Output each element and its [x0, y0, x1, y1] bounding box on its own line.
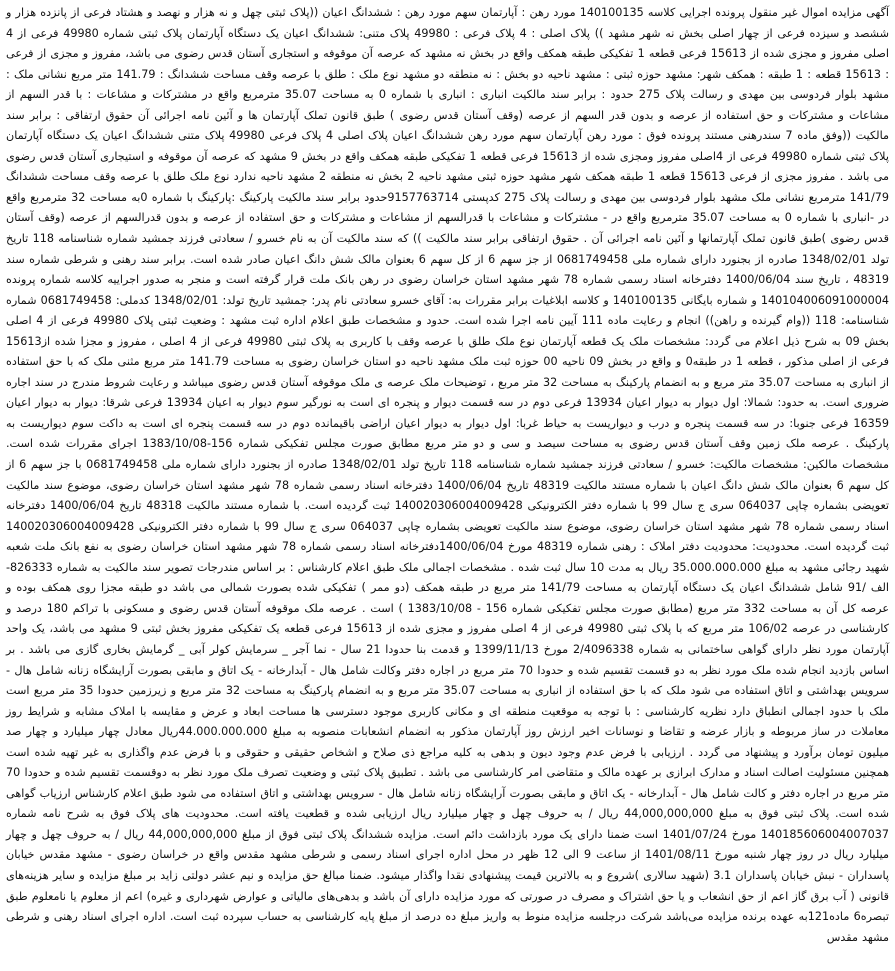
auction-notice-text: آگهی مزایده اموال غیر منقول پرونده اجرایی کلاسه 140100135 مورد رهن : آپارتمان سهم مورد رهن : ششدانگ اعیان ((پلاک ثبتی چهل و نه هزار و نهصد و هشتاد فرعی از پانزده هزار و ششصد و سیزده فرعی از چهار اصلی بخش نه شهر مشهد )) پلاک اصلی : 4 پلاک فرعی : 49980 پلاک متنی: ششدانگ اعیان یک دستگاه آپارتمان پلاک ثبتی شماره 49980 فرعی از 4 اصلی مفروز و مجزی شده از 15613 فرعی قطعه 1 تفکیکی طبقه همکف واقع در بخش نه مشهد که عرصه آن موقوفه و استجاری آستان قدس رضوی می باشد، مفروز و مجزی از فرعی : 15613 قطعه : 1 طبقه : همکف شهر: مشهد حوزه ثبتی : مشهد ناحیه دو بخش : نه منطقه دو مشهد نوع ملک : طلق با عرصه وقف مساحت ششدانگ : 141.79 متر مربع نشانی ملک : مشهد بلوار فردوسی بین مهدی و رسالت پلاک 275 حدود : برابر سند مالکیت انباری : انباری با شماره 0 به مساحت 35.07 مترمربع واقع در مشترکات و مشاعات : با قدر السهم از مشاعات و مشترکات و حق استفاده از عرصه و بدون قدر السهم از عرصه (وقف آستان قدس رضوی ) طبق قانون تملک آپارتمان ها و آئین نامه اجرائی آن حقوق ارتفاقی : برابر سند مالکیت ((وفق ماده 7 سندرهنی مستند پرونده فوق : مورد رهن آپارتمان سهم مورد رهن ششدانگ اعیان پلاک اصلی 4 پلاک فرعی 49980 پلاک متنی ششدانگ اعیان یک دستگاه آپارتمان پلاک ثبتی شماره 49980 فرعی از 4اصلی مفروز ومجزی شده از 15613 فرعی قطعه 1 تفکیکی طبقه همکف واقع در بخش 9 مشهد که عرصه آن موقوفه و استیجاری آستان قدس رضوی می باشد . مفروز مجزی از فرعی 15613 قطعه 1 طبقه همکف شهر مشهد حوزه ثبتی مشهد ناحیه 2 بخش نه منطقه 2 مشهد ناحیه ندارد نوع ملک طلق با عرصه وقف مساحت ششدانگ 141/79 مترمربع نشانی ملک مشهد بلوار فردوسی بین مهدی و رسالت پلاک 275 کدپستی 9157763714حدود برابر سند مالکیت پارکینگ :پارکینگ با شماره 0به مساحت 32 مترمربع واقع در -انباری با شماره 0 به مساحت 35.07 مترمربع واقع در - مشترکات و مشاعات با قدرالسهم از مشاعات و مشترکات و حق استفاده از عرصه و بدون قدرالسهم از عرصه (وقف آستان قدس رضوی )طبق قانون تملک آپارتمانها و آئین نامه اجرائی آن . حقوق ارتفاقی برابر سند مالکیت )) که سند مالکیت آن به نام خسرو / سعادتی فرزند جمشید شماره شناسنامه 118 تاریخ تولد 1348/02/01 صادره از بجنورد دارای شماره ملی 0681749458 از جز سهم 6 از کل سهم 6 بعنوان مالک شش دانگ اعیان صادر شده است. برابر سند رهنی و شرطی شماره سند 48319 ، تاریخ سند 1400/06/04 دفترخانه اسناد رسمی شماره 78 شهر مشهد استان خراسان رضوی در رهن بانک ملت قرار گرفته است و منجر به صدور اجراییه کلاسه شماره پرونده 140104006091000004 و شماره بایگانی 140100135 و کلاسه ابلاغیات برابر مقررات به: آقای خسرو سعادتی نام پدر: جمشید تاریخ تولد: 1348/02/01 کدملی: 0681749458 شماره شناسنامه: 118 ((وام گیرنده و راهن)) انجام و رعایت ماده 111 آیین نامه اجرا شده است. حدود و مشخصات طبق اعلام اداره ثبت مشهد : وضعیت ثبتی پلاک 49980 فرعی از 4 اصلی بخش 09 به شرح ذیل اعلام می گردد: مشخصات ملک یک قطعه آپارتمان نوع ملک طلق با عرصه وقف با کاربری به پلاک ثبتی 49980 فرعی از 4 اصلی ، مفروز و مجزا شده از15613 فرعی از اصلی مذکور ، قطعه 1 در طبقه0 و واقع در بخش 09 ناحیه 00 حوزه ثبت ملک مشهد ناحیه دو استان خراسان رضوی به مساحت 141.79 متر مربع مثنی ملک که با حق استفاده از انباری به مساحت 35.07 متر مربع و به انضمام پارکینگ به مساحت 32 متر مربع ، توضیحات ملک عرصه ی ملک موقوفه آستان قدس رضوی میباشد و رعایت شروط مندرج در سند اجاره ضروری است. به حدود: شمالا: اول دیوار به دیوار اعیان 13934 فرعی دوم در سه قسمت دیوار و پنجره ای است به نورگیر سوم دیوار به اعیان 13934 فرعی شرقا: دیوار به دیوار اعیان 16359 فرعی جنوبا: در سه قسمت پنجره و درب و دیواریست به حیاط غربا: اول دیوار به دیوار اعیان اراضی باقیمانده دوم در سه قسمت پنجره ای است به داکت سوم دیواریست به پارکینگ . عرصه ملک زمین وقف آستان قدس رضوی به مساحت سیصد و سی و دو متر مربع مطابق صورت مجلس تفکیکی شماره 156-1383/10/08 اجرای مقررات شده است. مشخصات مالکین: مشخصات مالکیت: خسرو / سعادتی فرزند جمشید شماره شناسنامه 118 تاریخ تولد 1348/02/01 صادره از بجنورد دارای شماره ملی 0681749458 با جز سهم 6 از کل سهم 6 بعنوان مالک شش دانگ اعیان با شماره مستند مالکیت 48319 تاریخ 1400/06/04 دفترخانه اسناد رسمی شماره 78 شهر مشهد استان خراسان رضوی، موضوع سند مالکیت تعویضی بشماره چاپی 064037 سری ج سال 99 با شماره دفتر الکترونیکی 140020306004009428 ثبت گردیده است. با شماره مستند مالکیت 48318 تاریخ 1400/06/04 دفترخانه اسناد رسمی شماره 78 شهر مشهد استان خراسان رضوی، موضوع سند مالکیت تعویضی بشماره چاپی 064037 سری ج سال 99 با شماره دفتر الکترونیکی 140020306004009428 ثبت گردیده است. محدودیت: محدودیت دفتر املاک : رهنی شماره 48319 مورخ 1400/06/04دفترخانه اسناد رسمی شماره 78 شهر مشهد استان خراسان رضوی به نفع بانک ملت شعبه شهید رجائی مشهد به مبلغ 35.000.000.000 ریال به مدت 10 سال ثبت شده . مشخصات اجمالی ملک طبق اعلام کارشناس : بر اساس مندرجات تصویر سند مالکیت به شماره 826333- الف /91 شامل ششدانگ اعیان یک دستگاه آپارتمان به مساحت 141/79 متر مربع در طبقه همکف (دو ممر ) تفکیکی شده بصورت شمالی می باشد دو طبقه مجزا روی همکف بوده و عرصه کل آن به مساحت 332 متر مربع (مطابق صورت مجلس تفکیکی شماره 156 - 1383/10/08 ) است . عرصه ملک موقوفه آستان قدس رضوی و مسکونی با تراکم 180 درصد و کارشناسی در عرصه 106/02 متر مربع که با پلاک ثبتی 49980 فرعی از 4 اصلی مفروز و مجزی شده از 15613 فرعی قطعه یک تفکیکی مفروز بخش ثبتی 9 مشهد می باشد، یک واحد آپارتمان مورد نظر دارای گواهی ساختمانی به شماره 2/4096338 مورخ 1399/11/13 و قدمت بنا حدودا 21 سال - نما آجر _ سرمایش کولر آبی _ گرمایش بخاری گازی می باشد . بر اساس بازدید انجام شده ملک مورد نظر به دو قسمت تقسیم شده و حدودا 70 متر مربع در اجاره دفتر وکالت شامل هال - آبدارخانه - یک اتاق و مابقی بصورت آرایشگاه زنانه شامل هال - سرویس بهداشتی و اتاق استفاده می شود ملک که با حق استفاده از انباری به مساحت 35.07 متر مربع و به انضمام پارکینگ به مساحت 32 متر مربع و زیرزمین حدودا 35 متر مربع است ملک با حدود اجمالی انطباق دارد نظریه کارشناسی : با توجه به موقعیت منطقه ای و مکانی کاربری موجود دسترسی ها مساحت ابعاد و عرض و مقایسه با املاک مشابه و شرایط روز معاملات در ساز مربوطه و بازار عرضه و تقاضا و نوسانات اخیر ارزش روز آپارتمان مذکور به انضمام انشعابات منصوبه به مبلغ 44.000.000.000ریال معادل چهار میلیارد و چهار صد میلیون تومان برآورد و پیشنهاد می گردد . ارزیابی با فرض عدم وجود دیون و بدهی به کلیه مراجع ذی صلاح و اشخاص حقیقی و حقوقی و با فرض عدم واگذاری به غیر تهیه شده است همچنین مسئولیت اصالت اسناد و مدارک ابرازی بر عهده مالک و متقاضی امر کارشناسی می باشد . تطبیق پلاک ثبتی و وضعیت تصرف ملک مورد نظر به دوقسمت تقسیم شده و حدودا 70 متر مربع در اجاره دفتر و کالت شامل هال - آبدارخانه - یک اتاق و مابقی بصورت آرایشگاه زنانه شامل هال - سرویس بهداشتی و اتاق استفاده می شود طبق اعلام کارشناس ارزیاب گواهی شده است. پلاک ثبتی فوق به مبلغ 44,000,000,000 ریال / به حروف چهل و چهار میلیارد ریال ارزیابی شده و قطعیت یافته است. محدودیت های پلاک فوق به شرح نامه شماره 140185606004007037 مورخ 1401/07/24 است ضمنا دارای یک مورد بازداشت دائم است. مزایده ششدانگ پلاک ثبتی فوق از مبلغ 44,000,000,000 ریال / به حروف چهل و چهار میلیارد ریال در روز چهار شنبه مورخ 1401/08/11 از ساعت 9 الی 12 ظهر در محل اداره اجرای اسناد رسمی و شرطی مشهد مقدس واقع در خراسان رضوی - مشهد مقدس خیابان پاسداران - نبش خیابان پاسداران 3.1 (شهید سالاری )شروع و به بالاترین قیمت پیشنهادی نقدا واگذار میشود. ضمنا مبالغ حق مزایده و نیم عشر دولتی زاید بر مبلغ مزایده و سایر هزینه‌های قانونی ( آب برق گاز اعم از حق انشعاب و یا حق اشتراک و مصرف در صورتی که مورد مزایده دارای آن باشد و بدهی‌های مالیاتی و عوارض شهرداری و غیره) اعم از معلوم یا نامعلوم طبق تبصره6 ماده121به عهده برنده مزایده می‌باشد شرکت درجلسه مزایده منوط به واریز مبلغ ده درصد از مبلغ پایه کارشناسی به حساب سپرده ثبت است. اداره اجرای اسناد رهنی و شرطی مشهد مقدس [6, 6, 890, 944]
